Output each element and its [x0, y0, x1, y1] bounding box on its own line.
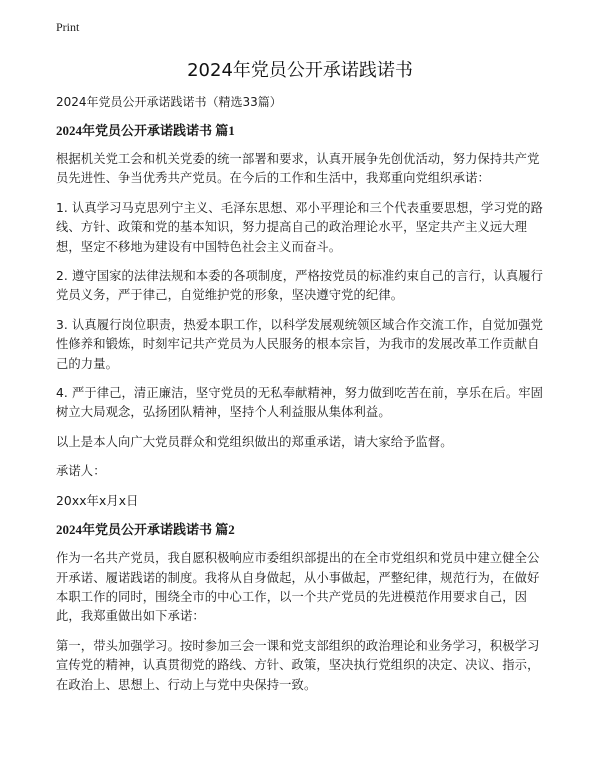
- paragraph-item-2: 2. 遵守国家的法律法规和本委的各项制度，严格按党员的标准约束自己的言行，认真履行党员义务，严于律己，自觉维护党的形象，坚决遵守党的纪律。: [56, 269, 544, 303]
- paragraph-item-3: 3. 认真履行岗位职责，热爱本职工作，以科学发展观统领区域合作交流工作，自觉加强党性修养和锻炼，时刻牢记共产党员为人民服务的根本宗旨，为我市的发展改革工作贡献自己的力量。: [56, 317, 544, 371]
- paragraph-closing: 以上是本人向广大党员群众和党组织做出的郑重承诺，请大家给予监督。: [56, 434, 453, 449]
- paragraph-first-pledge: 第一，带头加强学习。按时参加三会一课和党支部组织的政治理论和业务学习，积极学习宣传党的精神，认真贯彻党的路线、方针、政策，坚决执行党组织的决定、决议、指示，在政治上、思想上、行动上与党中央保持一致。: [56, 638, 540, 692]
- document-subtitle: 2024年党员公开承诺践诺书（精选33篇）: [56, 95, 282, 109]
- section-heading-1: 2024年党员公开承诺践诺书 篇1: [56, 123, 235, 138]
- paragraph-date: 20xx年x月x日: [56, 493, 139, 508]
- document-body: [56, 94, 548, 705]
- paragraph-item-1: 1. 认真学习马克思列宁主义、毛泽东思想、邓小平理论和三个代表重要思想，学习党的路线、方针、政策和党的基本知识，努力提高自己的政治理论水平，坚定共产主义远大理想，坚定不移地为建设有中国特色社会主义而奋斗。: [56, 200, 544, 254]
- paragraph-item-4: 4. 严于律己，清正廉洁，坚守党员的无私奉献精神，努力做到吃苦在前，享乐在后。牢固树立大局观念，弘扬团队精神，坚持个人利益服从集体利益。: [56, 386, 544, 420]
- print-label[interactable]: Print: [56, 20, 80, 34]
- paragraph-intro-2: 作为一名共产党员，我自愿积极响应市委组织部提出的在全市党组织和党员中建立健全公开承诺、履诺践诺的制度。我将从自身做起，从小事做起，严整纪律，规范行为，在做好本职工作的同时，围绕全市的中心工作，以一个共产党员的先进模范作用要求自己，因此，我郑重做出如下承诺：: [56, 551, 540, 624]
- paragraph-signatory: 承诺人：: [56, 464, 106, 479]
- section-heading-2: 2024年党员公开承诺践诺书 篇2: [56, 522, 235, 538]
- paragraph-intro: 根据机关党工会和机关党委的统一部署和要求，认真开展争先创优活动，努力保持共产党员先进性、争当优秀共产党员。在今后的工作和生活中，我郑重向党组织承诺：: [56, 152, 540, 186]
- page-title: 2024年党员公开承诺践诺书: [187, 60, 413, 81]
